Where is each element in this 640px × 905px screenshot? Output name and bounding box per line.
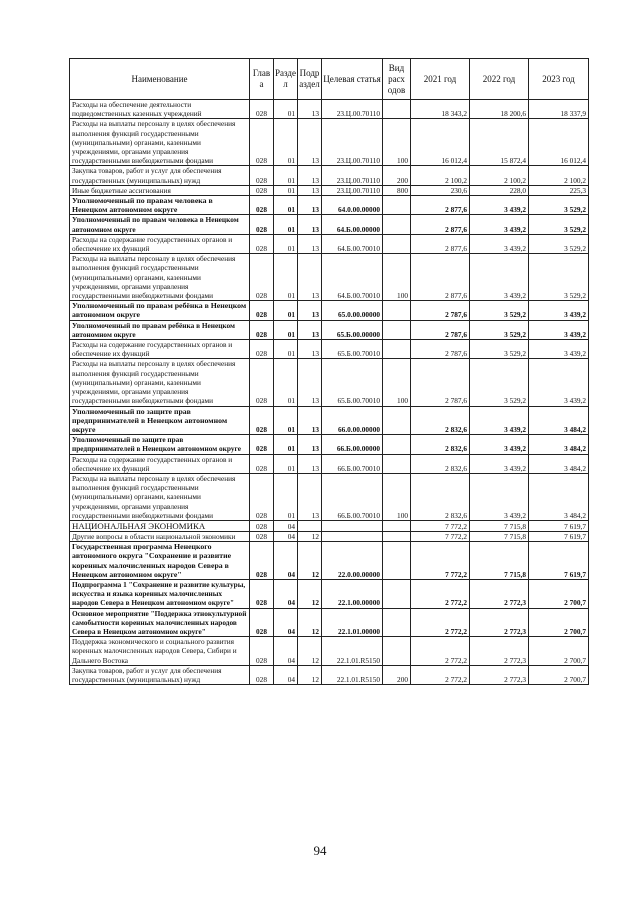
row-name: Уполномоченный по защите прав предпринимателей в Ненецком автономном округе [70, 435, 250, 454]
table-row [70, 542, 589, 580]
row-vid [383, 608, 411, 637]
row-razdel: 01 [274, 406, 298, 435]
table-row [70, 637, 589, 666]
row-vid: 100 [383, 119, 411, 166]
row-2021: 7 772,2 [411, 531, 470, 541]
table-row [70, 665, 589, 684]
row-2023: 3 484,2 [529, 435, 589, 454]
row-name: Подпрограмма 1 "Сохранение и развитие культуры, искусства и языка коренных малочисленных народов Севера в Ненецком автономном округе" [70, 579, 250, 608]
table-row [70, 196, 589, 215]
row-podrazdel: 13 [298, 185, 322, 195]
row-razdel: 01 [274, 301, 298, 320]
row-name: Уполномоченный по правам ребёнка в Ненецком автономном округе [70, 301, 250, 320]
row-podrazdel: 13 [298, 119, 322, 166]
row-2021: 2 877,6 [411, 234, 470, 253]
row-2022: 7 715,8 [470, 542, 529, 580]
row-target: 66.Б.00.70010 [322, 454, 383, 473]
row-2021: 230,6 [411, 185, 470, 195]
row-name: Иные бюджетные ассигнования [70, 185, 250, 195]
header-row [70, 59, 589, 100]
row-2023: 7 619,7 [529, 520, 589, 531]
row-2022: 2 100,2 [470, 166, 529, 185]
row-2023: 3 439,2 [529, 340, 589, 359]
row-razdel: 01 [274, 359, 298, 406]
row-target: 65.Б.00.70010 [322, 359, 383, 406]
row-vid [383, 100, 411, 119]
row-vid: 200 [383, 166, 411, 185]
header-vid: Вид расх одов [383, 59, 411, 100]
row-glava: 028 [250, 520, 274, 531]
row-razdel: 01 [274, 320, 298, 339]
row-razdel: 01 [274, 435, 298, 454]
row-vid: 200 [383, 665, 411, 684]
row-glava: 028 [250, 637, 274, 666]
row-razdel: 01 [274, 166, 298, 185]
row-2021: 2 772,2 [411, 665, 470, 684]
row-glava: 028 [250, 435, 274, 454]
row-2021: 2 772,2 [411, 637, 470, 666]
table-row [70, 100, 589, 119]
header-glava: Глав а [250, 59, 274, 100]
table-row [70, 320, 589, 339]
row-vid [383, 520, 411, 531]
table-row [70, 301, 589, 320]
row-2022: 3 529,2 [470, 320, 529, 339]
row-2023: 2 100,2 [529, 166, 589, 185]
row-vid [383, 435, 411, 454]
row-2023: 16 012,4 [529, 119, 589, 166]
row-target: 23.Ц.00.70110 [322, 100, 383, 119]
row-2022: 3 439,2 [470, 406, 529, 435]
row-vid [383, 454, 411, 473]
row-glava: 028 [250, 254, 274, 301]
row-podrazdel: 12 [298, 579, 322, 608]
table-row [70, 473, 589, 520]
row-name: Уполномоченный по правам человека в Ненецком автономном округе [70, 215, 250, 234]
row-glava: 028 [250, 665, 274, 684]
row-2021: 2 772,2 [411, 608, 470, 637]
row-name: Другие вопросы в области национальной экономики [70, 531, 250, 541]
row-podrazdel [298, 520, 322, 531]
row-name: НАЦИОНАЛЬНАЯ ЭКОНОМИКА [70, 520, 250, 531]
row-name: Поддержка экономического и социального развития коренных малочисленных народов Севера, Сибири и Дальнего Востока [70, 637, 250, 666]
row-podrazdel: 13 [298, 359, 322, 406]
row-podrazdel: 12 [298, 531, 322, 541]
row-podrazdel: 13 [298, 166, 322, 185]
row-podrazdel: 13 [298, 473, 322, 520]
row-name: Государственная программа Ненецкого автономного округа "Сохранение и развитие коренных малочисленных народов Севера в Ненецком автономном округе" [70, 542, 250, 580]
row-razdel: 01 [274, 100, 298, 119]
row-2021: 2 787,6 [411, 301, 470, 320]
row-name: Основное мероприятие "Поддержка этнокультурной самобытности коренных малочисленных народов Севера в Ненецком автономном округе" [70, 608, 250, 637]
row-glava: 028 [250, 359, 274, 406]
row-glava: 028 [250, 215, 274, 234]
row-2022: 7 715,8 [470, 520, 529, 531]
row-target: 22.0.00.00000 [322, 542, 383, 580]
row-name: Расходы на содержание государственных органов и обеспечение их функций [70, 340, 250, 359]
row-name: Расходы на выплаты персоналу в целях обеспечения выполнения функций государственными (муниципальными) органами, казенными учреждениями, органами управления государственными внебюджетными фондами [70, 119, 250, 166]
row-2021: 2 787,6 [411, 340, 470, 359]
row-2023: 2 700,7 [529, 665, 589, 684]
row-2022: 3 529,2 [470, 340, 529, 359]
row-2021: 7 772,2 [411, 520, 470, 531]
row-vid [383, 340, 411, 359]
row-target: 22.1.01.R5150 [322, 637, 383, 666]
row-name: Уполномоченный по защите прав предпринимателей в Ненецком автономном округе [70, 406, 250, 435]
row-2023: 3 529,2 [529, 234, 589, 253]
header-name: Наименование [70, 59, 250, 100]
row-target: 66.Б.00.70010 [322, 473, 383, 520]
row-razdel: 01 [274, 196, 298, 215]
row-razdel: 01 [274, 119, 298, 166]
row-vid [383, 196, 411, 215]
row-2023: 3 439,2 [529, 359, 589, 406]
row-podrazdel: 13 [298, 196, 322, 215]
row-podrazdel: 13 [298, 340, 322, 359]
table-row [70, 454, 589, 473]
row-glava: 028 [250, 100, 274, 119]
row-target [322, 520, 383, 531]
row-2023: 2 700,7 [529, 608, 589, 637]
row-target: 65.0.00.00000 [322, 301, 383, 320]
row-glava: 028 [250, 166, 274, 185]
row-podrazdel: 13 [298, 435, 322, 454]
budget-table [69, 58, 589, 685]
row-2022: 2 772,3 [470, 579, 529, 608]
row-razdel: 04 [274, 531, 298, 541]
row-2021: 2 832,6 [411, 406, 470, 435]
row-2021: 2 877,6 [411, 254, 470, 301]
row-target: 23.Ц.00.70110 [322, 119, 383, 166]
row-podrazdel: 13 [298, 454, 322, 473]
table-row [70, 579, 589, 608]
row-glava: 028 [250, 473, 274, 520]
row-vid [383, 215, 411, 234]
row-razdel: 01 [274, 215, 298, 234]
row-2023: 225,3 [529, 185, 589, 195]
row-2021: 2 832,6 [411, 435, 470, 454]
row-target: 64.Б.00.00000 [322, 215, 383, 234]
row-glava: 028 [250, 185, 274, 195]
row-vid: 100 [383, 254, 411, 301]
row-glava: 028 [250, 301, 274, 320]
table-row [70, 119, 589, 166]
row-2022: 3 439,2 [470, 454, 529, 473]
table-row [70, 254, 589, 301]
row-glava: 028 [250, 608, 274, 637]
table-row [70, 234, 589, 253]
row-glava: 028 [250, 320, 274, 339]
row-2021: 2 832,6 [411, 454, 470, 473]
header-target: Целевая статья [322, 59, 383, 100]
row-podrazdel: 13 [298, 234, 322, 253]
row-vid: 100 [383, 473, 411, 520]
row-name: Расходы на выплаты персоналу в целях обеспечения выполнения функций государственными (муниципальными) органами, казенными учреждениями, органами управления государственными внебюджетными фондами [70, 254, 250, 301]
row-glava: 028 [250, 579, 274, 608]
row-podrazdel: 12 [298, 608, 322, 637]
row-target: 65.Б.00.00000 [322, 320, 383, 339]
table-row [70, 608, 589, 637]
row-target: 64.0.00.00000 [322, 196, 383, 215]
row-2022: 3 439,2 [470, 473, 529, 520]
row-vid [383, 531, 411, 541]
row-2023: 7 619,7 [529, 542, 589, 580]
row-podrazdel: 13 [298, 254, 322, 301]
table-row [70, 166, 589, 185]
row-target: 65.Б.00.70010 [322, 340, 383, 359]
row-2022: 3 529,2 [470, 359, 529, 406]
header-podrazdel: Подр аздел [298, 59, 322, 100]
row-2021: 16 012,4 [411, 119, 470, 166]
row-glava: 028 [250, 406, 274, 435]
row-name: Расходы на содержание государственных органов и обеспечение их функций [70, 234, 250, 253]
row-2023: 3 439,2 [529, 301, 589, 320]
row-target: 64.Б.00.70010 [322, 254, 383, 301]
row-glava: 028 [250, 340, 274, 359]
header-2022: 2022 год [470, 59, 529, 100]
row-name: Расходы на обеспечение деятельности подведомственных казенных учреждений [70, 100, 250, 119]
row-razdel: 04 [274, 542, 298, 580]
row-glava: 028 [250, 542, 274, 580]
row-podrazdel: 12 [298, 665, 322, 684]
row-2022: 3 439,2 [470, 196, 529, 215]
row-2022: 2 772,3 [470, 637, 529, 666]
row-target: 23.Ц.00.70110 [322, 185, 383, 195]
table-row [70, 215, 589, 234]
row-2022: 2 772,3 [470, 608, 529, 637]
row-2021: 2 100,2 [411, 166, 470, 185]
row-vid: 100 [383, 359, 411, 406]
row-2022: 3 439,2 [470, 215, 529, 234]
row-2023: 3 484,2 [529, 473, 589, 520]
row-2021: 2 877,6 [411, 215, 470, 234]
row-target: 22.1.01.00000 [322, 608, 383, 637]
row-razdel: 01 [274, 454, 298, 473]
table-row [70, 340, 589, 359]
row-podrazdel: 13 [298, 100, 322, 119]
row-2023: 3 529,2 [529, 254, 589, 301]
row-target: 23.Ц.00.70110 [322, 166, 383, 185]
row-razdel: 01 [274, 473, 298, 520]
row-2021: 2 787,6 [411, 320, 470, 339]
page-number: 94 [313, 843, 327, 858]
row-2023: 18 337,9 [529, 100, 589, 119]
row-razdel: 01 [274, 340, 298, 359]
row-2021: 2 787,6 [411, 359, 470, 406]
row-2022: 3 439,2 [470, 234, 529, 253]
row-name: Уполномоченный по правам человека в Ненецком автономном округе [70, 196, 250, 215]
row-razdel: 04 [274, 637, 298, 666]
table-row [70, 185, 589, 195]
row-vid [383, 320, 411, 339]
row-2022: 2 772,3 [470, 665, 529, 684]
row-name: Закупка товаров, работ и услуг для обеспечения государственных (муниципальных) нужд [70, 665, 250, 684]
row-razdel: 04 [274, 665, 298, 684]
row-vid [383, 234, 411, 253]
row-podrazdel: 13 [298, 320, 322, 339]
row-2023: 3 484,2 [529, 406, 589, 435]
table-row [70, 359, 589, 406]
row-2023: 2 700,7 [529, 637, 589, 666]
row-2021: 7 772,2 [411, 542, 470, 580]
row-2023: 3 529,2 [529, 215, 589, 234]
row-glava: 028 [250, 234, 274, 253]
row-podrazdel: 12 [298, 637, 322, 666]
row-name: Расходы на выплаты персоналу в целях обеспечения выполнения функций государственными (муниципальными) органами, казенными учреждениями, органами управления государственными внебюджетными фондами [70, 473, 250, 520]
row-2021: 2 832,6 [411, 473, 470, 520]
table-row [70, 531, 589, 541]
row-target: 66.Б.00.00000 [322, 435, 383, 454]
table-body [70, 100, 589, 685]
row-glava: 028 [250, 531, 274, 541]
row-name: Закупка товаров, работ и услуг для обеспечения государственных (муниципальных) нужд [70, 166, 250, 185]
row-glava: 028 [250, 196, 274, 215]
table-row [70, 406, 589, 435]
row-vid [383, 406, 411, 435]
row-vid: 800 [383, 185, 411, 195]
row-podrazdel: 13 [298, 301, 322, 320]
row-podrazdel: 13 [298, 406, 322, 435]
row-name: Расходы на выплаты персоналу в целях обеспечения выполнения функций государственными (муниципальными) органами, казенными учреждениями, органами управления государственными внебюджетными фондами [70, 359, 250, 406]
row-2022: 3 439,2 [470, 254, 529, 301]
row-2022: 18 200,6 [470, 100, 529, 119]
row-razdel: 04 [274, 608, 298, 637]
row-vid [383, 637, 411, 666]
row-razdel: 04 [274, 520, 298, 531]
row-2023: 2 700,7 [529, 579, 589, 608]
row-glava: 028 [250, 119, 274, 166]
row-target: 64.Б.00.70010 [322, 234, 383, 253]
row-2021: 18 343,2 [411, 100, 470, 119]
row-vid [383, 301, 411, 320]
row-vid [383, 542, 411, 580]
row-2023: 3 484,2 [529, 454, 589, 473]
row-vid [383, 579, 411, 608]
row-razdel: 01 [274, 254, 298, 301]
row-razdel: 01 [274, 185, 298, 195]
row-razdel: 01 [274, 234, 298, 253]
header-2021: 2021 год [411, 59, 470, 100]
row-target: 66.0.00.00000 [322, 406, 383, 435]
row-razdel: 04 [274, 579, 298, 608]
row-podrazdel: 12 [298, 542, 322, 580]
row-name: Уполномоченный по правам ребёнка в Ненецком автономном округе [70, 320, 250, 339]
row-podrazdel: 13 [298, 215, 322, 234]
header-razdel: Разде л [274, 59, 298, 100]
table-row [70, 520, 589, 531]
row-2022: 228,0 [470, 185, 529, 195]
row-target: 22.1.01.R5150 [322, 665, 383, 684]
row-2023: 3 529,2 [529, 196, 589, 215]
row-2023: 3 439,2 [529, 320, 589, 339]
row-target: 22.1.00.00000 [322, 579, 383, 608]
table-row [70, 435, 589, 454]
row-target [322, 531, 383, 541]
header-2023: 2023 год [529, 59, 589, 100]
row-2022: 3 439,2 [470, 435, 529, 454]
row-2023: 7 619,7 [529, 531, 589, 541]
row-2022: 3 529,2 [470, 301, 529, 320]
row-2021: 2 877,6 [411, 196, 470, 215]
row-name: Расходы на содержание государственных органов и обеспечение их функций [70, 454, 250, 473]
row-2022: 7 715,8 [470, 531, 529, 541]
row-2021: 2 772,2 [411, 579, 470, 608]
row-2022: 15 872,4 [470, 119, 529, 166]
row-glava: 028 [250, 454, 274, 473]
